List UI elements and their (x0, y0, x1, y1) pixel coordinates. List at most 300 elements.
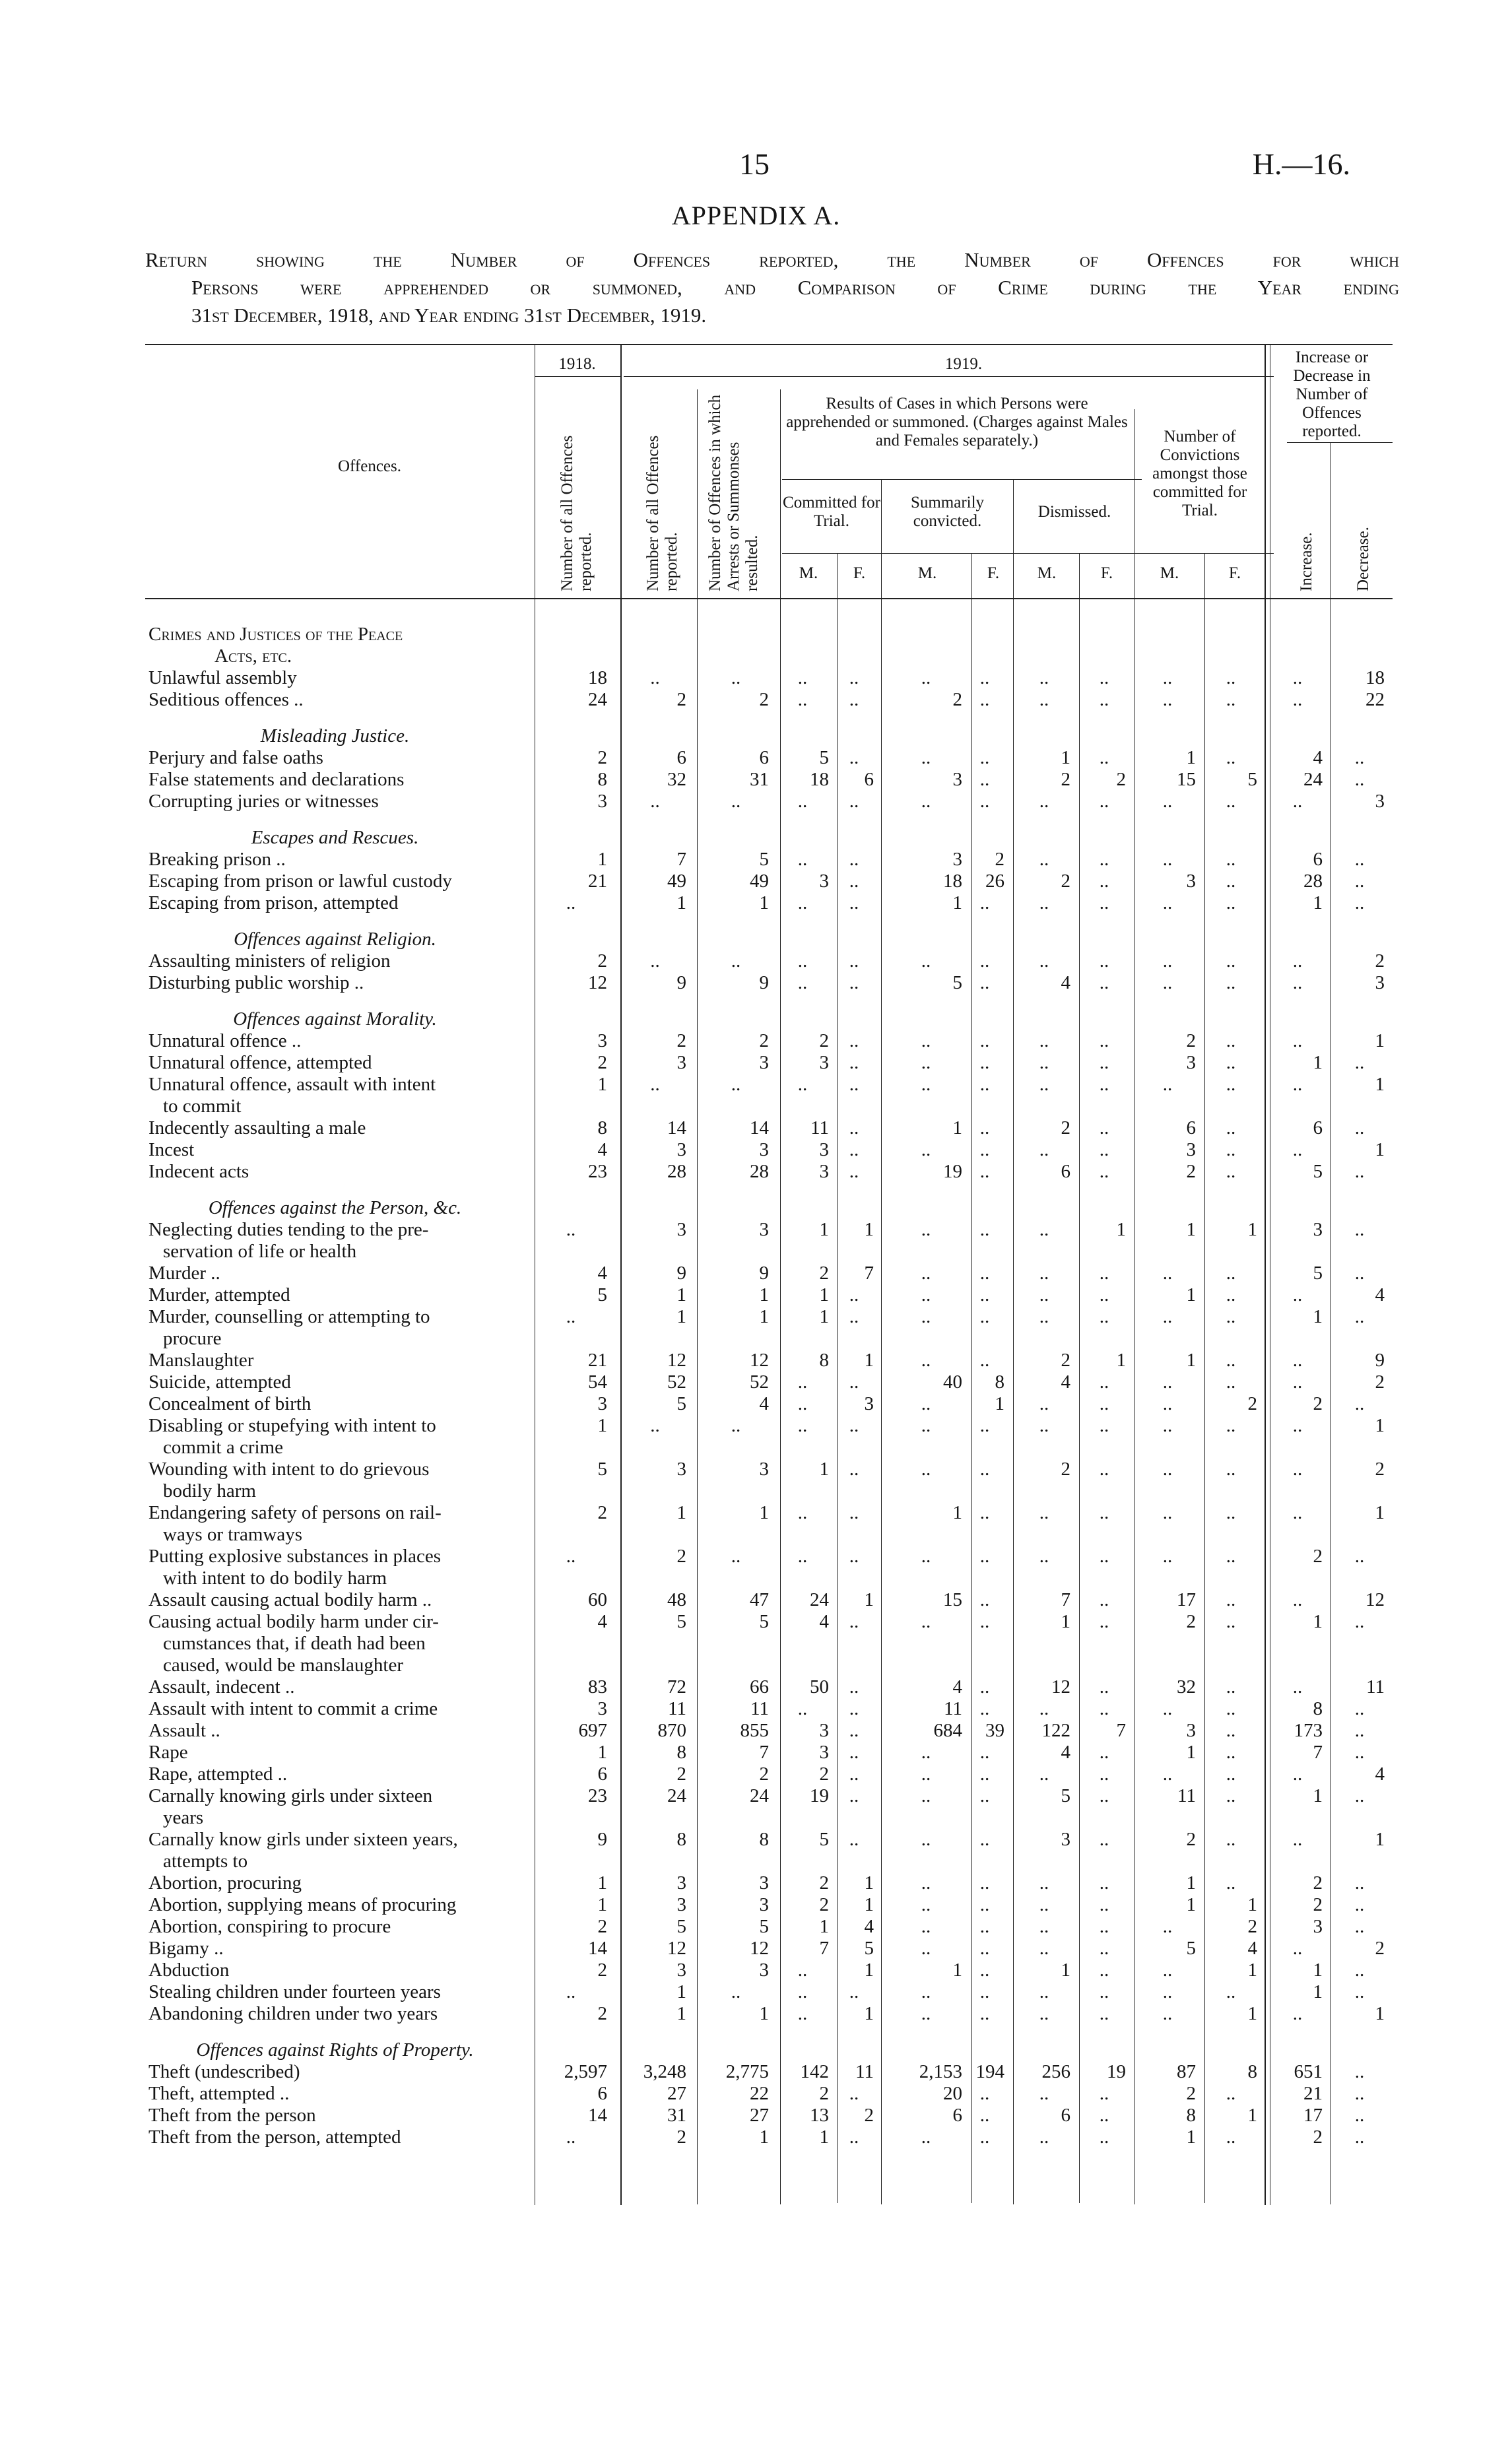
offence-label: Causing actual bodily harm under cir- (148, 1611, 439, 1632)
table-cell: 4 (1313, 747, 1323, 768)
offence-label: Murder, attempted (148, 1284, 290, 1305)
table-cell: .. (849, 1764, 859, 1785)
table-cell: 5 (864, 1938, 874, 1959)
header-m: M. (917, 564, 937, 582)
offence-label: Breaking prison .. (148, 849, 286, 870)
table-cell: .. (921, 1938, 931, 1959)
table-cell: 3 (597, 1698, 607, 1719)
offence-label: Theft (undescribed) (148, 2061, 300, 2082)
table-cell: .. (1099, 1161, 1109, 1182)
table-cell: 8 (597, 769, 607, 790)
table-cell: 12 (667, 1350, 686, 1371)
header-reported-1919: Number of all Offences reported. (644, 435, 680, 591)
table-cell: 3 (759, 1894, 769, 1915)
table-cell: 32 (1177, 1676, 1196, 1698)
table-cell: .. (1162, 849, 1173, 870)
table-cell: .. (1226, 791, 1236, 812)
table-cell: 5 (676, 1393, 686, 1414)
table-cell: 11 (668, 1698, 686, 1719)
table-cell: 24 (810, 1589, 829, 1610)
table-cell: .. (1099, 1611, 1109, 1632)
offence-label: ways or tramways (163, 1524, 303, 1545)
table-cell: .. (1226, 871, 1236, 892)
offence-label: Theft from the person, attempted (148, 2127, 401, 2148)
offence-label: caused, would be manslaughter (163, 1655, 404, 1676)
table-cell: .. (1162, 1371, 1173, 1393)
table-cell: 1 (1247, 2105, 1257, 2126)
table-cell: .. (1354, 1698, 1365, 1719)
table-cell: 3 (864, 1393, 874, 1414)
table-cell: .. (1354, 1052, 1365, 1073)
table-cell: .. (1226, 1589, 1236, 1610)
header-1918: 1918. (558, 355, 596, 373)
table-cell: 1 (1313, 1785, 1323, 1806)
table-cell: .. (1039, 1916, 1049, 1937)
header-decrease: Decrease. (1354, 527, 1372, 591)
table-cell: 4 (759, 1393, 769, 1414)
table-cell: .. (979, 1742, 990, 1763)
table-cell: .. (1292, 1371, 1303, 1393)
table-cell: .. (849, 2127, 859, 2148)
header-top-rule (145, 344, 1393, 345)
table-cell: 5 (676, 1611, 686, 1632)
table-cell: .. (979, 1546, 990, 1567)
table-cell: .. (566, 1306, 576, 1327)
table-cell: .. (979, 769, 990, 790)
table-cell: 1 (1375, 1030, 1385, 1051)
table-cell: 1 (597, 1074, 607, 1095)
table-cell: .. (921, 1263, 931, 1284)
table-cell: .. (1226, 1829, 1236, 1850)
table-cell: 1 (759, 2127, 769, 2148)
table-cell: 5 (597, 1284, 607, 1305)
table-cell: 3 (676, 1960, 686, 1981)
table-cell: 2 (819, 1764, 829, 1785)
table-cell: 2 (1186, 1611, 1196, 1632)
table-cell: 2 (819, 1894, 829, 1915)
table-cell: 1 (864, 2003, 874, 2024)
table-cell: 4 (952, 1676, 962, 1698)
table-cell: 14 (588, 2105, 607, 2126)
table-cell: .. (650, 1415, 660, 1436)
table-cell: .. (797, 1393, 808, 1414)
table-cell: 2 (597, 2003, 607, 2024)
table-cell: .. (566, 2127, 576, 2148)
table-cell: .. (1039, 689, 1049, 710)
table-cell: .. (797, 1960, 808, 1981)
table-cell: 31 (667, 2105, 686, 2126)
table-cell: .. (1354, 2105, 1365, 2126)
table-cell: .. (1099, 892, 1109, 913)
table-cell: 2 (597, 1052, 607, 1073)
table-cell: .. (1039, 1698, 1049, 1719)
table-cell: .. (1226, 1698, 1236, 1719)
table-cell: 3 (819, 1742, 829, 1763)
table-cell: .. (979, 667, 990, 688)
table-cell: 2 (1186, 2083, 1196, 2104)
table-cell: .. (849, 849, 859, 870)
offence-label: bodily harm (163, 1480, 256, 1501)
table-cell: .. (1226, 1117, 1236, 1138)
table-cell: 6 (1186, 1117, 1196, 1138)
offence-label: Assault with intent to commit a crime (148, 1698, 438, 1719)
table-cell: 4 (1061, 1742, 1070, 1763)
table-cell: .. (1162, 1306, 1173, 1327)
table-cell: 6 (1061, 2105, 1070, 2126)
table-cell: .. (979, 2127, 990, 2148)
table-cell: .. (1099, 1117, 1109, 1138)
table-cell: .. (1162, 972, 1173, 993)
table-cell: .. (1099, 1284, 1109, 1305)
col-rule (881, 479, 882, 2204)
offence-label: Rape, attempted .. (148, 1764, 288, 1785)
table-cell: 1 (1313, 892, 1323, 913)
table-cell: .. (979, 2003, 990, 2024)
table-cell: 1 (676, 2003, 686, 2024)
table-cell: 50 (810, 1676, 829, 1698)
table-cell: 3 (1186, 871, 1196, 892)
table-cell: 7 (1313, 1742, 1323, 1763)
table-cell: 52 (750, 1371, 769, 1393)
table-cell: .. (1099, 950, 1109, 972)
table-cell: .. (1292, 1829, 1303, 1850)
table-cell: 2 (1247, 1393, 1257, 1414)
table-cell: .. (1039, 1306, 1049, 1327)
table-cell: .. (921, 1139, 931, 1160)
table-cell: 3 (1313, 1219, 1323, 1240)
table-cell: .. (1292, 1350, 1303, 1371)
table-cell: .. (1226, 2083, 1236, 2104)
appendix-title: APPENDIX A. (671, 201, 841, 230)
table-cell: 24 (667, 1785, 686, 1806)
offence-label: servation of life or health (163, 1241, 357, 1262)
table-cell: 4 (1247, 1938, 1257, 1959)
table-cell: 1 (1247, 1219, 1257, 1240)
table-cell: 12 (750, 1350, 769, 1371)
table-cell: .. (1099, 1742, 1109, 1763)
table-cell: 2 (1375, 1459, 1385, 1480)
table-cell: .. (731, 1415, 741, 1436)
header-reported-1918: Number of all Offences reported. (558, 435, 595, 591)
table-cell: 1 (1313, 1611, 1323, 1632)
table-cell: .. (1292, 972, 1303, 993)
table-cell: .. (979, 1459, 990, 1480)
table-cell: 2 (1375, 1938, 1385, 1959)
table-cell: 6 (597, 1764, 607, 1785)
table-cell: 72 (667, 1676, 686, 1698)
table-cell: 5 (952, 972, 962, 993)
table-cell: 3 (952, 849, 962, 870)
table-cell: 3 (676, 1894, 686, 1915)
offence-label: Unnatural offence, attempted (148, 1052, 372, 1073)
table-cell: .. (1039, 1074, 1049, 1095)
table-cell: 3 (759, 1219, 769, 1240)
table-cell: 1 (759, 892, 769, 913)
table-cell: 1 (1313, 1960, 1323, 1981)
section-heading: Crimes and Justices of the Peace (148, 624, 403, 645)
table-cell: .. (849, 1829, 859, 1850)
table-cell: .. (849, 1981, 859, 2002)
table-cell: .. (797, 849, 808, 870)
return-title-line-1: Return showing the Number of Offences reported, the Number of Offences for which (145, 248, 1399, 271)
table-cell: 5 (819, 1829, 829, 1850)
table-cell: 4 (819, 1611, 829, 1632)
table-cell: 2 (1313, 1894, 1323, 1915)
table-cell: .. (1039, 1284, 1049, 1305)
table-cell: 2 (864, 2105, 874, 2126)
page-number: 15 (739, 147, 770, 181)
table-cell: 2 (676, 1546, 686, 1567)
table-cell: 3 (759, 1052, 769, 1073)
table-cell: .. (921, 1742, 931, 1763)
table-cell: .. (1226, 747, 1236, 768)
table-cell: 870 (657, 1720, 686, 1741)
table-cell: 1 (1313, 1052, 1323, 1073)
table-cell: 8 (1186, 2105, 1196, 2126)
table-cell: 651 (1294, 2061, 1323, 2082)
table-cell: 5 (1247, 769, 1257, 790)
offence-label: Murder .. (148, 1263, 220, 1284)
table-cell: .. (849, 747, 859, 768)
table-cell: 1 (864, 1350, 874, 1371)
table-cell: .. (1099, 1938, 1109, 1959)
table-cell: .. (1292, 1415, 1303, 1436)
table-cell: .. (797, 1546, 808, 1567)
table-cell: 2 (1061, 769, 1070, 790)
table-cell: .. (797, 1502, 808, 1523)
table-cell: .. (1162, 2003, 1173, 2024)
table-cell: .. (921, 667, 931, 688)
header-f: F. (853, 564, 866, 582)
table-cell: .. (797, 1981, 808, 2002)
table-cell: 3 (1061, 1829, 1070, 1850)
table-cell: 1 (759, 1284, 769, 1305)
table-cell: .. (1292, 1074, 1303, 1095)
table-cell: 2 (597, 1916, 607, 1937)
header-convictions: Number of Convictions amongst those committed for Trial. (1152, 428, 1247, 519)
table-cell: .. (979, 1981, 990, 2002)
table-cell: 1 (597, 1872, 607, 1894)
table-cell: 8 (819, 1350, 829, 1371)
table-cell: 2,597 (564, 2061, 607, 2082)
table-cell: 8 (759, 1829, 769, 1850)
table-cell: .. (1099, 1306, 1109, 1327)
table-cell: .. (1039, 1052, 1049, 1073)
return-title-line-3: 31st December, 1918, and Year ending 31st December, 1919. (191, 304, 707, 327)
table-cell: .. (1039, 950, 1049, 972)
table-cell: .. (1099, 1263, 1109, 1284)
table-cell: .. (1226, 972, 1236, 993)
table-cell: .. (1039, 1546, 1049, 1567)
table-cell: 2 (597, 950, 607, 972)
table-cell: 52 (667, 1371, 686, 1393)
table-cell: 19 (810, 1785, 829, 1806)
table-cell: .. (849, 1459, 859, 1480)
table-cell: .. (797, 1371, 808, 1393)
table-cell: 1 (676, 1502, 686, 1523)
table-cell: .. (1099, 972, 1109, 993)
table-cell: 6 (1061, 1161, 1070, 1182)
table-cell: .. (1039, 1938, 1049, 1959)
offence-label: Abortion, procuring (148, 1872, 302, 1894)
table-cell: 194 (975, 2061, 1004, 2082)
table-cell: 2 (759, 689, 769, 710)
table-cell: 5 (759, 1611, 769, 1632)
offence-label: commit a crime (163, 1437, 283, 1458)
table-cell: 2 (819, 1872, 829, 1894)
table-cell: 28 (750, 1161, 769, 1182)
table-cell: .. (921, 1284, 931, 1305)
table-cell: .. (921, 1052, 931, 1073)
table-cell: 2,775 (725, 2061, 769, 2082)
table-cell: .. (921, 1415, 931, 1436)
table-cell: 17 (1303, 2105, 1323, 2126)
table-cell: .. (849, 791, 859, 812)
table-cell: 8 (1313, 1698, 1323, 1719)
table-cell: .. (1099, 1393, 1109, 1414)
table-cell: .. (979, 972, 990, 993)
table-cell: .. (1354, 1393, 1365, 1414)
table-cell: 1 (1375, 1139, 1385, 1160)
table-cell: .. (1162, 1393, 1173, 1414)
table-cell: 3 (819, 1052, 829, 1073)
table-cell: 3 (597, 1393, 607, 1414)
table-cell: .. (1226, 2127, 1236, 2148)
table-cell: 1 (1061, 747, 1070, 768)
table-cell: .. (1039, 1030, 1049, 1051)
table-cell: 173 (1294, 1720, 1323, 1741)
table-cell: 11 (810, 1117, 829, 1138)
table-cell: 8 (597, 1117, 607, 1138)
table-cell: 1 (1375, 1829, 1385, 1850)
rule-incdec (1287, 442, 1393, 443)
table-cell: .. (1226, 667, 1236, 688)
offence-label: Putting explosive substances in places (148, 1546, 441, 1567)
table-cell: .. (1099, 1459, 1109, 1480)
header-m: M. (799, 564, 818, 582)
table-cell: .. (1354, 892, 1365, 913)
table-cell: .. (1039, 1139, 1049, 1160)
table-cell: .. (1226, 1872, 1236, 1894)
table-cell: 7 (676, 849, 686, 870)
offence-label: Stealing children under fourteen years (148, 1981, 441, 2002)
table-cell: 1 (819, 1916, 829, 1937)
col-rule (1079, 553, 1080, 2203)
table-cell: .. (1354, 1894, 1365, 1915)
table-cell: 2 (1061, 1459, 1070, 1480)
offence-label: Perjury and false oaths (148, 747, 323, 768)
table-cell: 4 (1375, 1764, 1385, 1785)
table-cell: 6 (759, 747, 769, 768)
table-cell: .. (979, 1785, 990, 1806)
table-cell: .. (1039, 1872, 1049, 1894)
table-cell: .. (979, 1611, 990, 1632)
table-cell: 1 (676, 1284, 686, 1305)
table-cell: 2 (676, 1030, 686, 1051)
offence-label: Neglecting duties tending to the pre- (148, 1219, 429, 1240)
offence-label: Theft, attempted .. (148, 2083, 290, 2104)
table-cell: 1 (1186, 1742, 1196, 1763)
table-cell: .. (1162, 689, 1173, 710)
table-cell: .. (979, 892, 990, 913)
table-cell: .. (1099, 1030, 1109, 1051)
table-cell: 1 (1375, 1502, 1385, 1523)
table-cell: 2 (1116, 769, 1126, 790)
table-cell: .. (979, 2105, 990, 2126)
table-cell: .. (1226, 1350, 1236, 1371)
table-cell: .. (1354, 1785, 1365, 1806)
table-cell: .. (921, 1219, 931, 1240)
table-cell: 2 (1061, 871, 1070, 892)
table-cell: 26 (985, 871, 1004, 892)
table-cell: .. (566, 1219, 576, 1240)
table-cell: .. (979, 1938, 990, 1959)
table-cell: 6 (864, 769, 874, 790)
offence-label: Assault, indecent .. (148, 1676, 295, 1698)
table-cell: 5 (759, 849, 769, 870)
table-cell: .. (849, 972, 859, 993)
header-bottom-rule (145, 598, 1393, 599)
table-cell: .. (1292, 1030, 1303, 1051)
table-cell: 2 (1375, 1371, 1385, 1393)
table-cell: .. (1226, 1306, 1236, 1327)
table-cell: 7 (1061, 1589, 1070, 1610)
table-cell: .. (979, 1284, 990, 1305)
table-cell: .. (650, 950, 660, 972)
table-cell: .. (979, 1872, 990, 1894)
table-cell: 6 (597, 2083, 607, 2104)
table-cell: 19 (943, 1161, 962, 1182)
offence-label: Abortion, supplying means of procuring (148, 1894, 457, 1915)
table-cell: 5 (1061, 1785, 1070, 1806)
table-cell: 2 (1247, 1916, 1257, 1937)
table-cell: .. (921, 1611, 931, 1632)
table-cell: .. (1354, 1720, 1365, 1741)
table-cell: 5 (597, 1459, 607, 1480)
table-cell: 4 (1061, 1371, 1070, 1393)
offence-label: Indecently assaulting a male (148, 1117, 366, 1138)
table-cell: .. (979, 747, 990, 768)
table-cell: .. (921, 1350, 931, 1371)
table-cell: .. (1039, 892, 1049, 913)
table-cell: .. (979, 1139, 990, 1160)
table-cell: .. (849, 1785, 859, 1806)
table-cell: .. (797, 1415, 808, 1436)
table-cell: .. (1354, 769, 1365, 790)
table-cell: .. (1354, 1960, 1365, 1981)
table-cell: .. (1039, 2083, 1049, 2104)
table-cell: 24 (1303, 769, 1323, 790)
table-cell: 14 (750, 1117, 769, 1138)
table-cell: .. (1226, 1459, 1236, 1480)
table-cell: .. (1226, 1502, 1236, 1523)
table-cell: 1 (1375, 2003, 1385, 2024)
table-cell: 1 (819, 2127, 829, 2148)
table-cell: .. (1099, 2127, 1109, 2148)
col-rule (1013, 479, 1014, 2204)
table-cell: 1 (1247, 1960, 1257, 1981)
table-cell: .. (849, 1502, 859, 1523)
table-cell: .. (650, 667, 660, 688)
table-cell: .. (650, 1074, 660, 1095)
table-cell: .. (1162, 1459, 1173, 1480)
table-cell: .. (566, 892, 576, 913)
table-cell: 18 (588, 667, 607, 688)
offence-label: False statements and declarations (148, 769, 405, 790)
table-cell: 4 (1061, 972, 1070, 993)
table-cell: 1 (819, 1284, 829, 1305)
table-cell: 1 (1313, 1306, 1323, 1327)
